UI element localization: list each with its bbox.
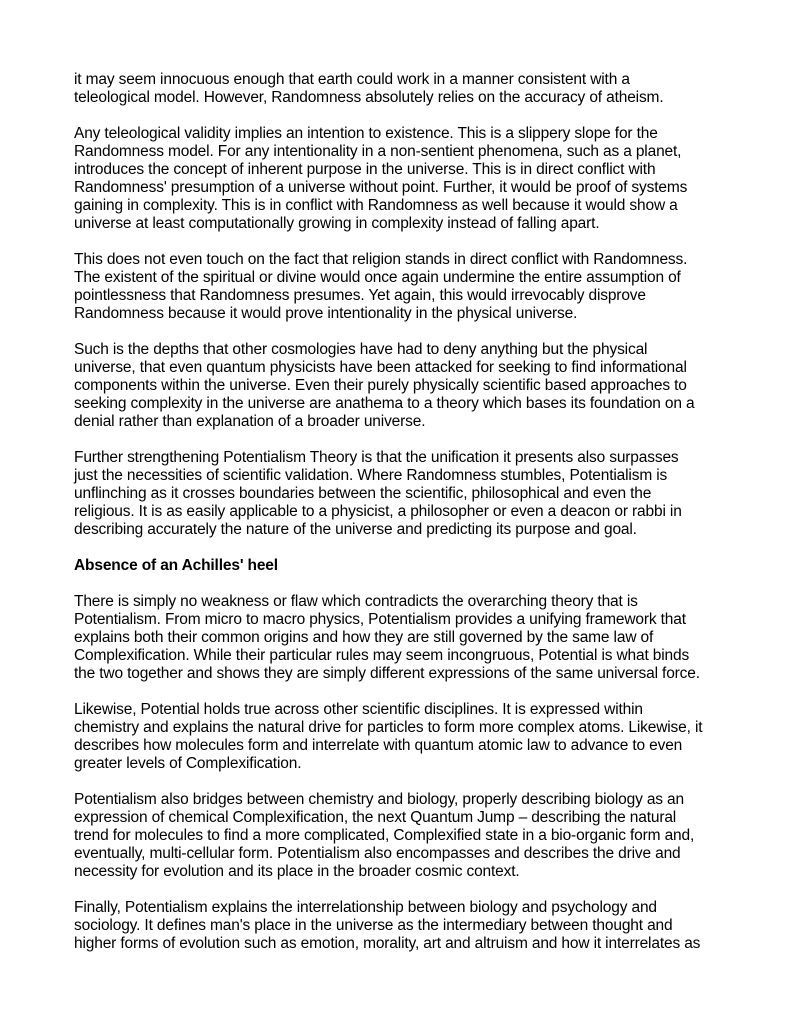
text-line: universe at least computationally growing in complexity instead of falling apart. — [74, 215, 600, 232]
text-line: Randomness because it would prove intentionality in the physical universe. — [74, 305, 578, 322]
text-line: Finally, Potentialism explains the interrelationship between biology and psychology and — [74, 899, 657, 916]
paragraph — [74, 449, 730, 539]
text-line: components within the universe. Even their purely physically scientific based approaches to — [74, 377, 687, 394]
text-line: Randomness model. For any intentionality in a non-sentient phenomena, such as a planet, — [74, 143, 682, 160]
text-line: Potentialism also bridges between chemistry and biology, properly describing biology as an — [74, 791, 684, 808]
text-line: describing accurately the nature of the universe and predicting its purpose and goal. — [74, 521, 637, 538]
text-line: religious. It is as easily applicable to a physicist, a philosopher or even a deacon or rabbi in — [74, 503, 682, 520]
text-line: introduces the concept of inherent purpose in the universe. This is in direct conflict with — [74, 161, 656, 178]
text-line: Potentialism. From micro to macro physics, Potentialism provides a unifying framework that — [74, 611, 686, 628]
text-line: explains both their common origins and how they are still governed by the same law of — [74, 629, 654, 646]
text-line: sociology. It defines man's place in the universe as the intermediary between thought and — [74, 917, 673, 934]
text-line: trend for molecules to find a more complicated, Complexified state in a bio-organic form and, — [74, 827, 695, 844]
text-line: the two together and shows they are simply different expressions of the same universal force. — [74, 665, 700, 682]
text-line: gaining in complexity. This is in conflict with Randomness as well because it would show a — [74, 197, 678, 214]
text-line: teleological model. However, Randomness absolutely relies on the accuracy of atheism. — [74, 89, 664, 106]
text-line: Complexification. While their particular rules may seem incongruous, Potential is what binds — [74, 647, 690, 664]
text-line: denial rather than explanation of a broader universe. — [74, 413, 426, 430]
text-line: higher forms of evolution such as emotion, morality, art and altruism and how it interrelates as — [74, 935, 701, 952]
text-line: greater levels of Complexification. — [74, 755, 302, 772]
text-line: seeking complexity in the universe are anathema to a theory which bases its foundation on a — [74, 395, 695, 412]
text-line: just the necessities of scientific validation. Where Randomness stumbles, Potentialism is — [74, 467, 668, 484]
document-page — [74, 71, 730, 971]
text-line: expression of chemical Complexification, the next Quantum Jump – describing the natural — [74, 809, 677, 826]
text-line: Further strengthening Potentialism Theory is that the unification it presents also surpasses — [74, 449, 679, 466]
text-line: pointlessness that Randomness presumes. Yet again, this would irrevocably disprove — [74, 287, 646, 304]
paragraph — [74, 791, 730, 881]
section-heading: Absence of an Achilles' heel — [74, 557, 278, 574]
text-line: it may seem innocuous enough that earth could work in a manner consistent with a — [74, 71, 630, 88]
text-line: chemistry and explains the natural drive for particles to form more complex atoms. Likewise, it — [74, 719, 703, 736]
text-line: The existent of the spiritual or divine would once again undermine the entire assumption of — [74, 269, 681, 286]
text-line: Likewise, Potential holds true across other scientific disciplines. It is expressed within — [74, 701, 643, 718]
text-line: necessity for evolution and its place in the broader cosmic context. — [74, 863, 520, 880]
paragraph — [74, 593, 730, 683]
text-line: describes how molecules form and interrelate with quantum atomic law to advance to even — [74, 737, 683, 754]
paragraph — [74, 899, 730, 953]
paragraph — [74, 125, 730, 233]
paragraph — [74, 341, 730, 431]
text-line: eventually, multi-cellular form. Potentialism also encompasses and describes the drive and — [74, 845, 681, 862]
text-line: Any teleological validity implies an intention to existence. This is a slippery slope for the — [74, 125, 658, 142]
text-line: There is simply no weakness or flaw which contradicts the overarching theory that is — [74, 593, 638, 610]
text-line: unflinching as it crosses boundaries between the scientific, philosophical and even the — [74, 485, 652, 502]
paragraph — [74, 71, 730, 107]
paragraph — [74, 251, 730, 323]
text-line: Such is the depths that other cosmologies have had to deny anything but the physical — [74, 341, 648, 358]
paragraph — [74, 701, 730, 773]
text-line: Randomness' presumption of a universe without point. Further, it would be proof of systems — [74, 179, 688, 196]
text-line: This does not even touch on the fact that religion stands in direct conflict with Randomness. — [74, 251, 688, 268]
text-line: universe, that even quantum physicists have been attacked for seeking to find informational — [74, 359, 687, 376]
